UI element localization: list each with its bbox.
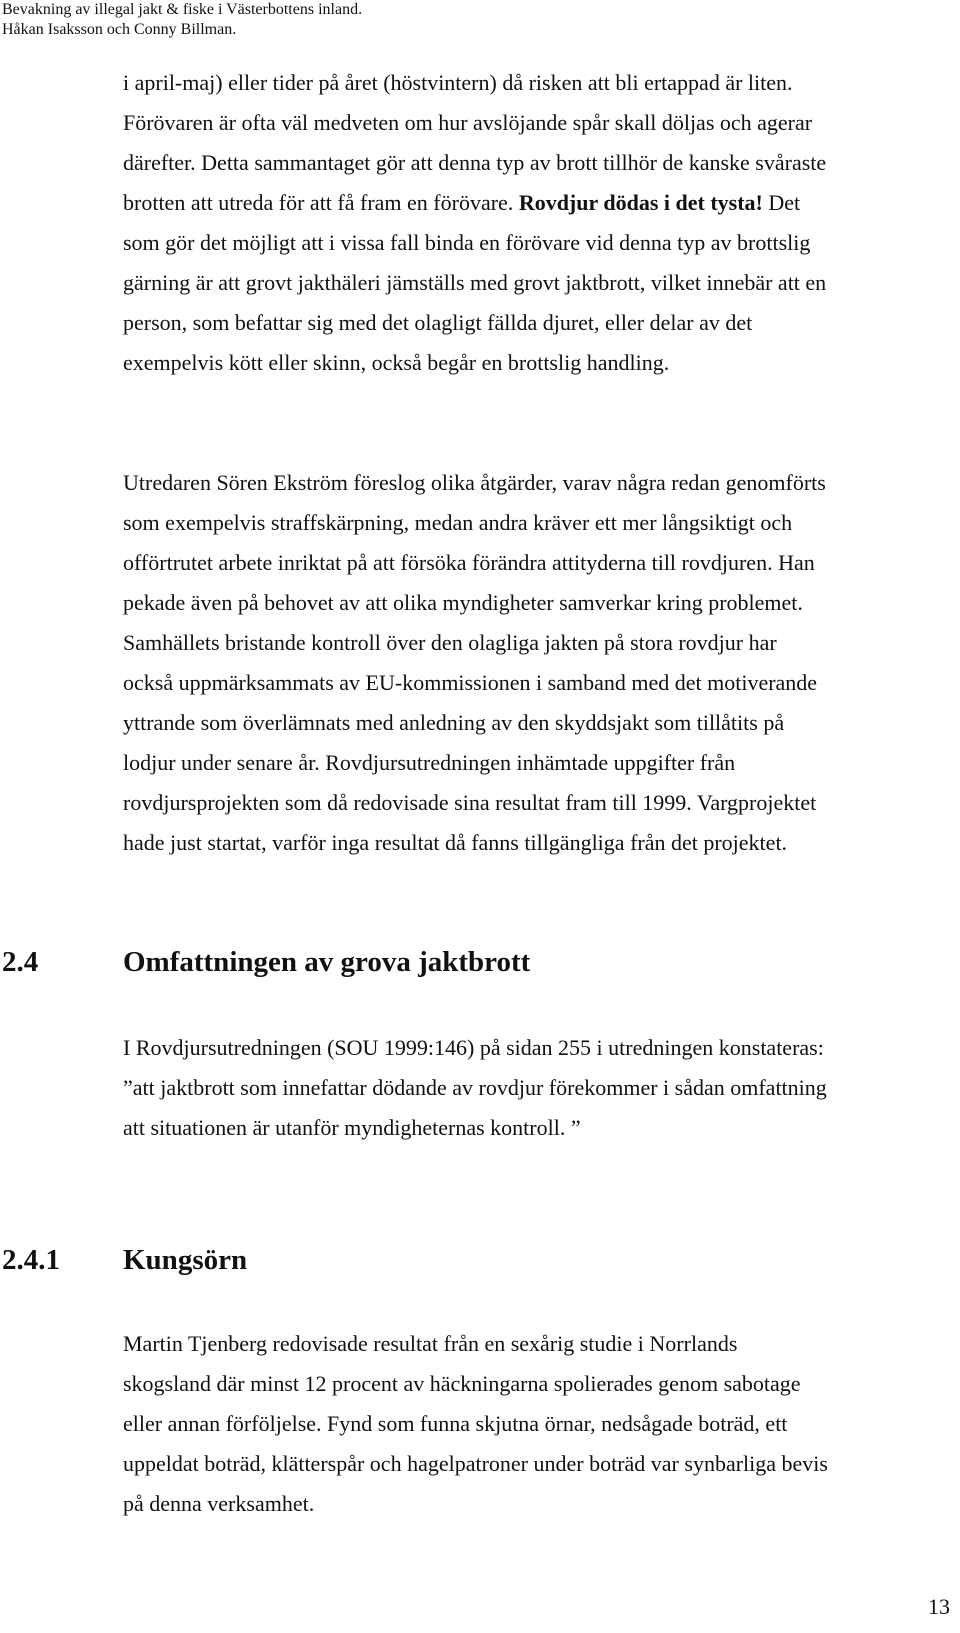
text-line: som exempelvis straffskärpning, medan andra kräver ett mer långsiktigt och <box>123 510 793 535</box>
header-authors: Håkan Isaksson och Conny Billman. <box>2 21 237 38</box>
text-line: också uppmärksammats av EU-kommissionen i samband med det motiverande <box>123 670 818 695</box>
text-line: Martin Tjenberg redovisade resultat från en sexårig studie i Norrlands <box>123 1331 738 1356</box>
document-header <box>2 0 362 40</box>
subsection-number: 2.4.1 <box>2 1244 60 1276</box>
text-segment: Det <box>762 190 801 215</box>
text-line: rovdjursprojekten som då redovisade sina resultat fram till 1999. Vargprojektet <box>123 790 817 815</box>
bold-emphasis: Rovdjur dödas i det tysta! <box>518 190 763 215</box>
paragraph-1 <box>123 63 953 383</box>
text-segment: brotten att utreda för att få fram en förövare. <box>123 190 519 215</box>
section-title: Omfattningen av grova jaktbrott <box>123 946 531 978</box>
text-line: därefter. Detta sammantaget gör att denna typ av brott tillhör de kanske svåraste <box>123 150 827 175</box>
paragraph-3 <box>123 1028 953 1148</box>
paragraph-2 <box>123 463 953 863</box>
text-line: som gör det möjligt att i vissa fall binda en förövare vid denna typ av brottslig <box>123 230 811 255</box>
text-line: eller annan förföljelse. Fynd som funna skjutna örnar, nedsågade boträd, ett <box>123 1411 788 1436</box>
page-number: 13 <box>928 1594 950 1619</box>
text-line: I Rovdjursutredningen (SOU 1999:146) på sidan 255 i utredningen konstateras: <box>123 1035 824 1060</box>
text-line: uppeldat boträd, klätterspår och hagelpatroner under boträd var synbarliga bevis <box>123 1451 828 1476</box>
text-line: att situationen är utanför myndigheternas kontroll. ” <box>123 1115 581 1140</box>
text-line: i april-maj) eller tider på året (höstvintern) då risken att bli ertappad är liten. <box>123 70 793 95</box>
text-line: lodjur under senare år. Rovdjursutredningen inhämtade uppgifter från <box>123 750 736 775</box>
text-line: Förövaren är ofta väl medveten om hur avslöjande spår skall döljas och agerar <box>123 110 813 135</box>
subsection-title: Kungsörn <box>123 1244 248 1276</box>
text-line: person, som befattar sig med det olagligt fällda djuret, eller delar av det <box>123 310 753 335</box>
text-line: Utredaren Sören Ekström föreslog olika åtgärder, varav några redan genomförts <box>123 470 826 495</box>
section-number: 2.4 <box>2 946 39 978</box>
text-line: skogsland där minst 12 procent av häckningarna spolierades genom sabotage <box>123 1371 801 1396</box>
text-line: exempelvis kött eller skinn, också begår en brottslig handling. <box>123 350 670 375</box>
text-line: på denna verksamhet. <box>123 1491 315 1516</box>
text-line: ”att jaktbrott som innefattar dödande av rovdjur förekommer i sådan omfattning <box>123 1075 827 1100</box>
text-line: Samhällets bristande kontroll över den olagliga jakten på stora rovdjur har <box>123 630 777 655</box>
header-title: Bevakning av illegal jakt & fiske i Västerbottens inland. <box>2 1 363 18</box>
text-line: pekade även på behovet av att olika myndigheter samverkar kring problemet. <box>123 590 803 615</box>
text-line: gärning är att grovt jakthäleri jämställs med grovt jaktbrott, vilket innebär att en <box>123 270 827 295</box>
text-line: offörtrutet arbete inriktat på att försöka förändra attityderna till rovdjuren. Han <box>123 550 815 575</box>
text-line: yttrande som överlämnats med anledning av den skyddsjakt som tillåtits på <box>123 710 785 735</box>
paragraph-4 <box>123 1324 953 1524</box>
text-line-mixed <box>123 183 953 223</box>
text-line: hade just startat, varför inga resultat då fanns tillgängliga från det projektet. <box>123 830 788 855</box>
